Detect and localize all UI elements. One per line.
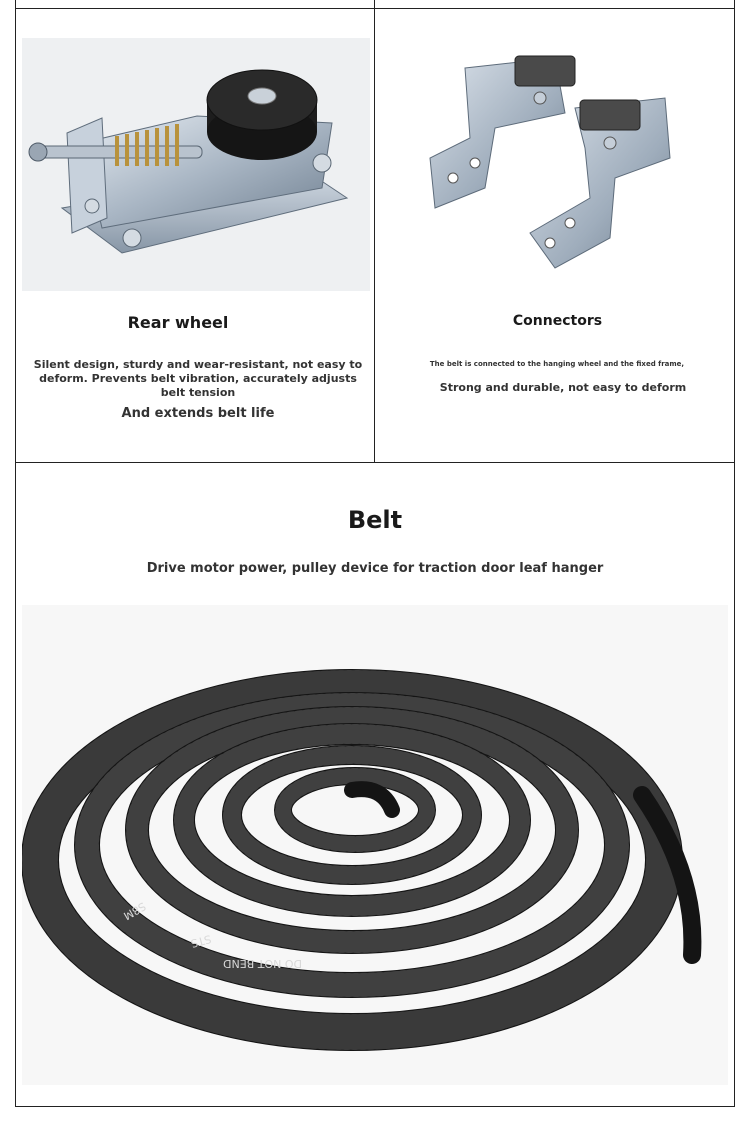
connectors-description: The belt is connected to the hanging wheel and the fixed frame, xyxy=(429,360,685,368)
belt-description: Drive motor power, pulley device for traction door leaf hanger xyxy=(146,561,604,576)
top-panel-divider xyxy=(374,0,375,463)
belt-title: Belt xyxy=(347,506,403,534)
rear-wheel-photo xyxy=(22,38,370,291)
rear-wheel-description-2: And extends belt life xyxy=(121,406,275,421)
belt-print-s8m: S8M xyxy=(121,899,148,923)
connectors-photo xyxy=(405,38,715,291)
belt-photo xyxy=(22,605,728,1085)
belt-print-do-not-bend: DO NOT BEND xyxy=(223,957,302,970)
rear-wheel-title: Rear wheel xyxy=(127,313,229,332)
belt-print-sts: STS xyxy=(189,932,213,951)
rear-wheel-description: Silent design, sturdy and wear-resistant, not easy to deform. Prevents belt vibration, accurately adjusts belt tension xyxy=(33,358,363,399)
connectors-description-2: Strong and durable, not easy to deform xyxy=(439,381,687,394)
connectors-title: Connectors xyxy=(512,313,603,329)
top-rule xyxy=(15,8,735,9)
